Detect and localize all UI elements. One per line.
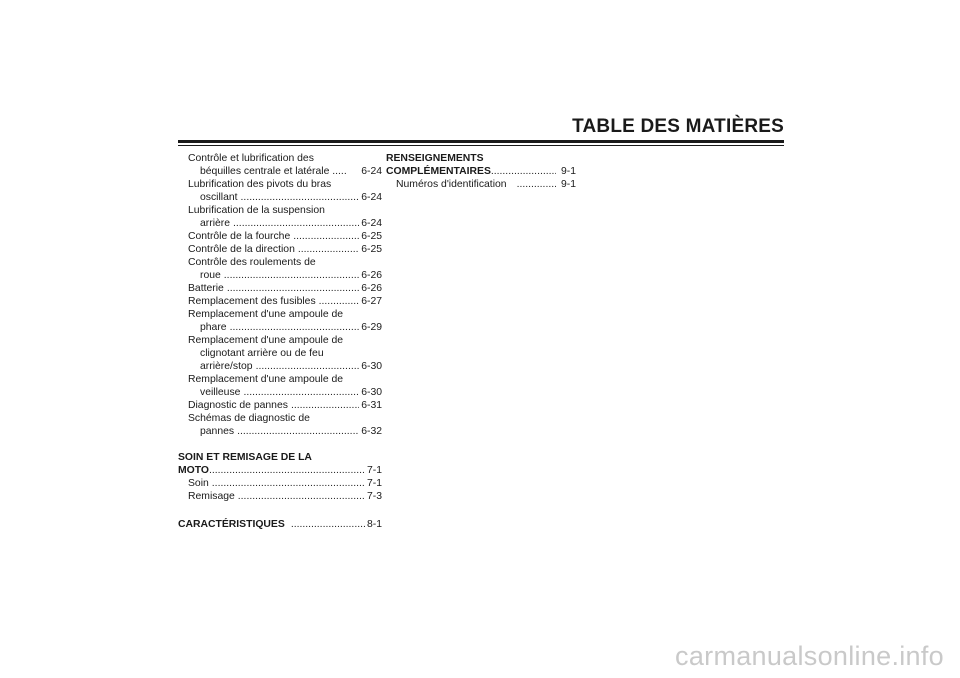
toc-entry-line: Contrôle et lubrification des <box>188 153 314 164</box>
toc-entry-label: phare <box>200 322 227 333</box>
toc-page-number: 6-25 <box>361 231 382 242</box>
toc-entry[interactable] <box>178 386 382 399</box>
toc-entry-label: Remisage <box>188 491 235 502</box>
toc-entry[interactable] <box>178 321 382 334</box>
dot-leader <box>517 178 556 191</box>
toc-entry-label: Soin <box>188 478 209 489</box>
toc-page-number: 8-1 <box>366 519 382 530</box>
toc-page-number: 7-1 <box>366 465 382 476</box>
toc-entry[interactable] <box>178 282 382 295</box>
dot-leader <box>319 295 360 308</box>
toc-entry-label: roue <box>200 270 221 281</box>
toc-entry[interactable] <box>178 165 382 178</box>
toc-entry-label: arrière <box>200 218 231 229</box>
toc-page-number: 6-25 <box>361 244 382 255</box>
toc-entry[interactable] <box>178 243 382 256</box>
dot-leader <box>209 464 365 477</box>
toc-entry-label: Diagnostic de pannes <box>188 400 288 411</box>
toc-page-number: 6-29 <box>361 322 382 333</box>
toc-page-number: 6-26 <box>361 270 382 281</box>
toc-page-number: 6-30 <box>361 387 382 398</box>
dot-leader <box>224 269 359 282</box>
toc-section-label: COMPLÉMENTAIRES <box>386 166 491 177</box>
toc-page-number: 6-31 <box>361 400 382 411</box>
toc-section-label: MOTO <box>178 465 209 476</box>
toc-entry[interactable] <box>178 217 382 230</box>
page-title: TABLE DES MATIÈRES <box>572 116 784 137</box>
toc-page-number: 6-27 <box>361 296 382 307</box>
toc-page-number: 7-3 <box>366 491 382 502</box>
toc-section-label: CARACTÉRISTIQUES <box>178 519 285 530</box>
toc-entry-label: pannes <box>200 426 235 437</box>
toc-entry-line: clignotant arrière ou de feu <box>200 348 324 359</box>
dot-leader <box>298 243 359 256</box>
watermark-text: carmanualsonline.info <box>675 641 944 671</box>
toc-entry-line: Remplacement d'une ampoule de <box>188 374 344 385</box>
dot-leader <box>212 477 365 490</box>
toc-page-number: 6-26 <box>361 283 382 294</box>
toc-entry-line: Schémas de diagnostic de <box>188 413 310 424</box>
dot-leader <box>227 282 359 295</box>
toc-entry-label: Batterie <box>188 283 224 294</box>
toc-entry-line: Contrôle des roulements de <box>188 257 316 268</box>
toc-page-number: 7-1 <box>366 478 382 489</box>
dot-leader <box>237 425 359 438</box>
dot-leader <box>293 230 359 243</box>
toc-section-entry[interactable] <box>178 518 382 531</box>
toc-entry-line: Remplacement d'une ampoule de <box>188 309 344 320</box>
toc-page-number: 6-24 <box>361 192 382 203</box>
toc-entry-label: Contrôle de la fourche <box>188 231 291 242</box>
toc-entry-line: Remplacement d'une ampoule de <box>188 335 344 346</box>
dot-leader <box>238 490 365 503</box>
toc-entry[interactable] <box>178 191 382 204</box>
toc-page-number: 6-24 <box>361 218 382 229</box>
toc-section-entry[interactable] <box>178 464 382 477</box>
toc-entry-label: Numéros d'identification <box>396 179 507 190</box>
dot-leader <box>256 360 360 373</box>
toc-left-column <box>178 152 382 531</box>
toc-right-column <box>386 152 576 191</box>
title-rule-thin <box>178 145 784 146</box>
toc-page-number: 6-32 <box>361 426 382 437</box>
toc-entry[interactable] <box>178 477 382 490</box>
toc-entry-label: Contrôle de la direction <box>188 244 295 255</box>
toc-page-number: 6-24 <box>361 166 382 177</box>
toc-entry-label: béquilles centrale et latérale ..... <box>200 166 347 177</box>
toc-page-number: 9-1 <box>560 166 576 177</box>
toc-entry[interactable] <box>178 230 382 243</box>
toc-page-number: 6-30 <box>361 361 382 372</box>
toc-section-heading: SOIN ET REMISAGE DE LA <box>178 452 312 463</box>
toc-entry[interactable] <box>178 295 382 308</box>
toc-page-number: 9-1 <box>560 179 576 190</box>
title-rule-thick <box>178 140 784 143</box>
toc-entry[interactable] <box>178 360 382 373</box>
dot-leader <box>243 386 359 399</box>
toc-entry-line: Lubrification des pivots du bras <box>188 179 332 190</box>
toc-entry[interactable] <box>178 425 382 438</box>
toc-entry[interactable] <box>178 399 382 412</box>
toc-entry[interactable] <box>178 490 382 503</box>
toc-entry-label: Remplacement des fusibles <box>188 296 316 307</box>
toc-entry-line: Lubrification de la suspension <box>188 205 325 216</box>
dot-leader <box>491 165 556 178</box>
toc-section-entry[interactable] <box>386 165 576 178</box>
toc-entry[interactable] <box>178 269 382 282</box>
toc-entry[interactable] <box>386 178 576 191</box>
toc-entry-label: arrière/stop <box>200 361 253 372</box>
toc-entry-label: veilleuse <box>200 387 241 398</box>
dot-leader <box>233 217 359 230</box>
dot-leader <box>291 518 365 531</box>
dot-leader <box>291 399 359 412</box>
section-gap <box>178 503 382 516</box>
section-gap <box>178 438 382 451</box>
toc-section-heading: RENSEIGNEMENTS <box>386 153 484 164</box>
toc-entry-label: oscillant <box>200 192 238 203</box>
dot-leader <box>230 321 360 334</box>
dot-leader <box>241 191 360 204</box>
